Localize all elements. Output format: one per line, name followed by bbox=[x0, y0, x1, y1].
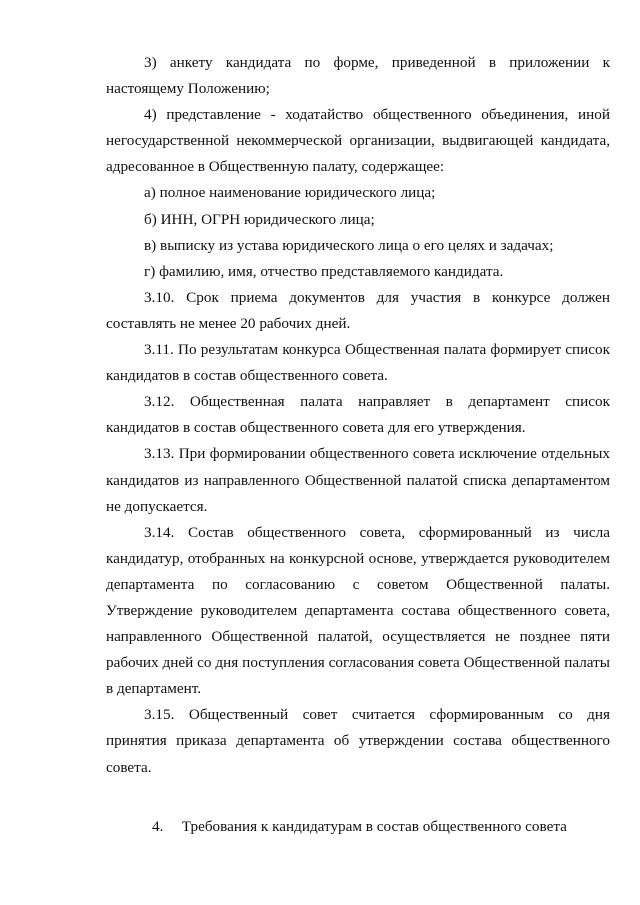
paragraph-subitem-a: а) полное наименование юридического лица; bbox=[144, 184, 436, 202]
paragraph-item-4: 4) представление - ходатайство общественного объединения, иной негосударственной некоммерческой организации, выдвигающей кандидата, адресованное в Общественную палату, содержащее: bbox=[106, 106, 610, 176]
paragraph-item-3: 3) анкету кандидата по форме, приведенной в приложении к настоящему Положению; bbox=[106, 54, 610, 98]
paragraph-3-13: 3.13. При формировании общественного совета исключение отдельных кандидатов из направленного Общественной палатой списка департаментом не допускается. bbox=[106, 445, 610, 515]
section-title: Требования к кандидатурам в состав общественного совета bbox=[181, 818, 567, 835]
section-heading bbox=[152, 814, 567, 840]
section-number: 4. bbox=[152, 818, 164, 835]
paragraph-3-12: 3.12. Общественная палата направляет в департамент список кандидатов в состав общественного совета для его утверждения. bbox=[106, 393, 610, 437]
paragraph-subitem-g: г) фамилию, имя, отчество представляемого кандидата. bbox=[144, 262, 504, 280]
paragraph-3-15: 3.15. Общественный совет считается сформированным со дня принятия приказа департамента об утверждении состава общественного совета. bbox=[106, 706, 610, 776]
paragraph-3-11: 3.11. По результатам конкурса Общественная палата формирует список кандидатов в состав общественного совета. bbox=[106, 341, 610, 385]
paragraph-subitem-v: в) выписку из устава юридического лица о его целях и задачах; bbox=[144, 236, 554, 254]
paragraph-3-14: 3.14. Состав общественного совета, сформированный из числа кандидатур, отобранных на конкурсной основе, утверждается руководителем департамента по согласованию с советом Общественной палаты. Утверждение руководителем департамента состава общественного совета, направленного Общественной палатой, осуществляется не позднее пяти рабочих дней со дня поступления согласования совета Общественной палаты в департамент. bbox=[106, 523, 610, 698]
paragraph-subitem-b: б) ИНН, ОГРН юридического лица; bbox=[144, 210, 375, 228]
paragraph-3-10: 3.10. Срок приема документов для участия в конкурсе должен составлять не менее 20 рабочих дней. bbox=[106, 288, 610, 332]
document-body bbox=[106, 50, 610, 781]
